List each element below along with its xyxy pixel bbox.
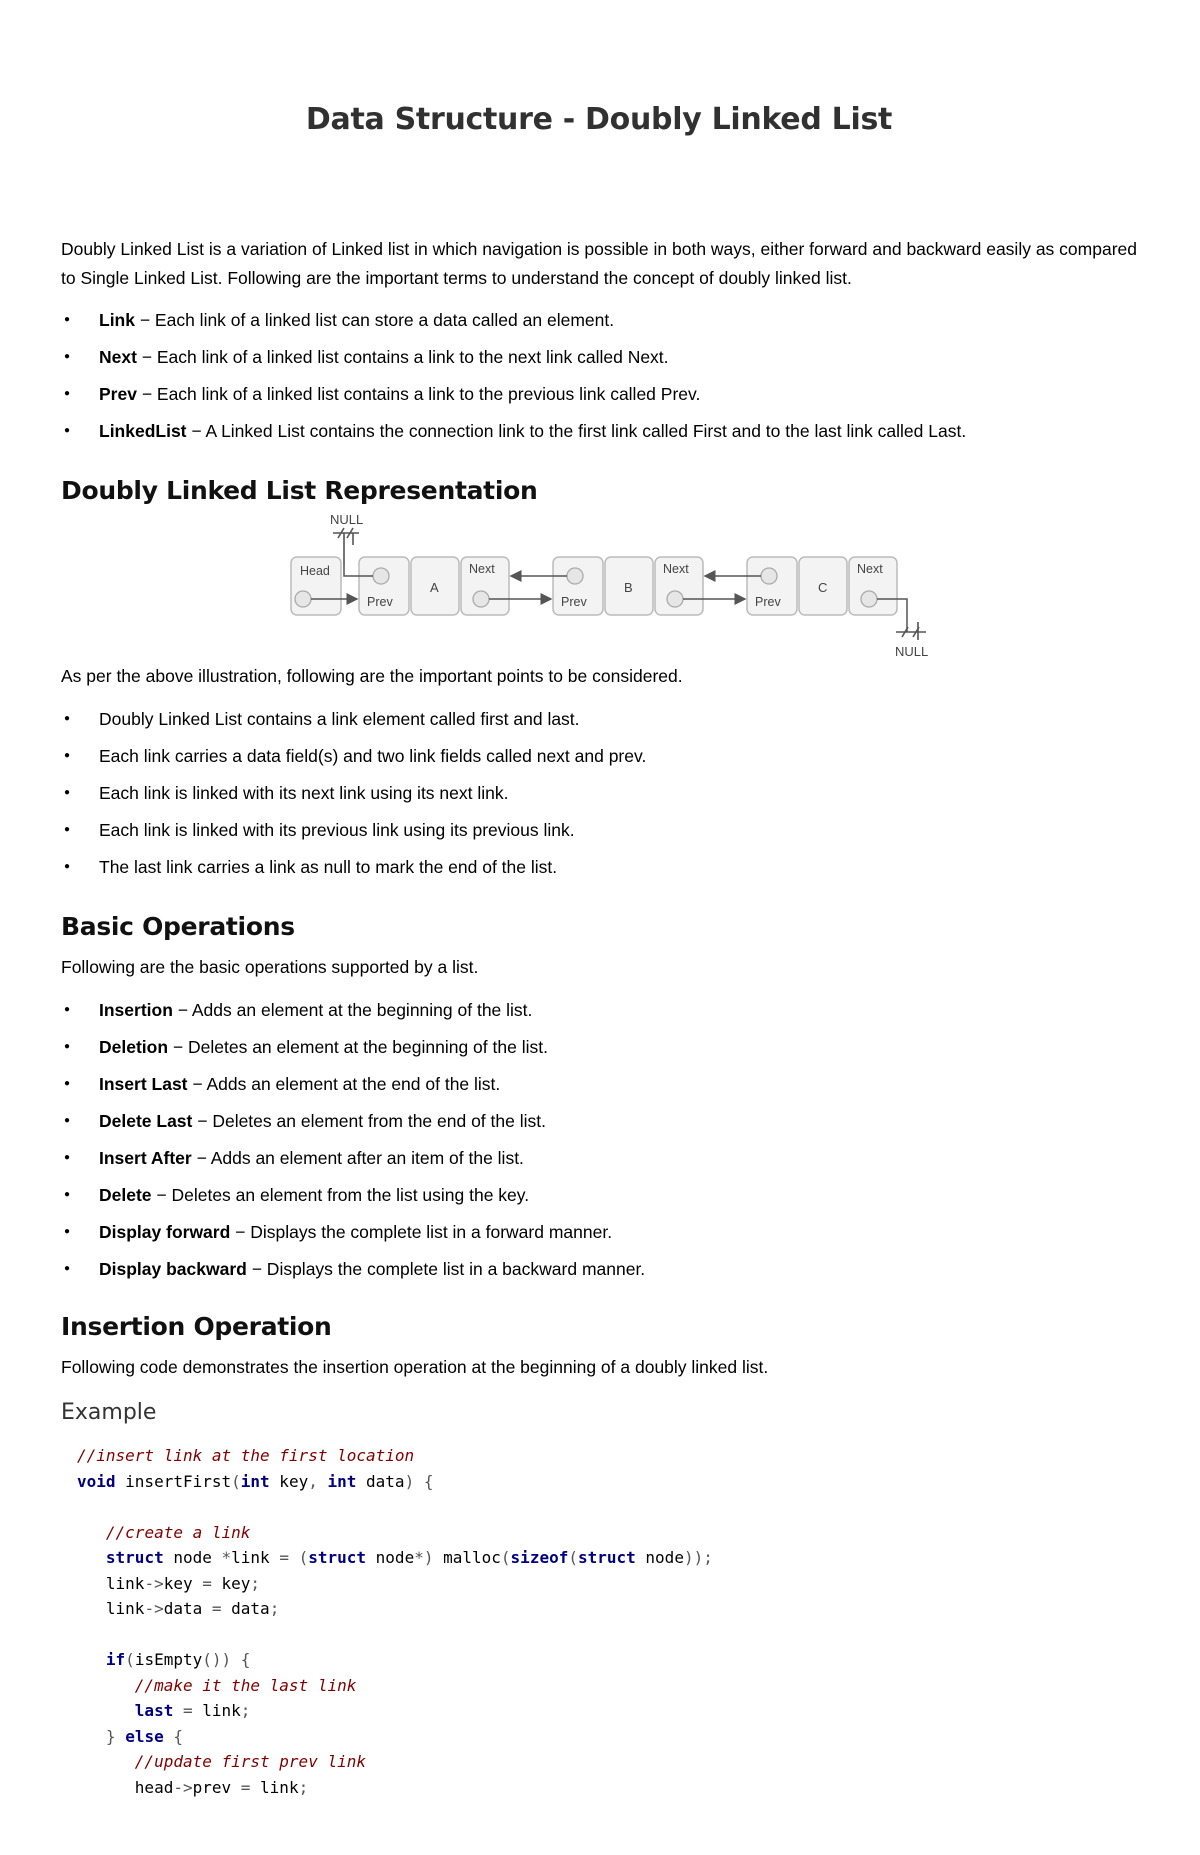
- code-token: {: [240, 1650, 251, 1669]
- list-item: ● Each link carries a data field(s) and two link fields called next and prev.: [61, 744, 1137, 781]
- term-label: Insert After: [99, 1148, 192, 1168]
- svg-text:Prev: Prev: [367, 595, 393, 609]
- code-token: prev: [192, 1777, 241, 1797]
- representation-lead: As per the above illustration, following are the important points to be considered.: [61, 666, 683, 686]
- term-label: Delete Last: [99, 1111, 193, 1131]
- list-item: [61, 1035, 1137, 1072]
- code-line: [77, 1520, 1137, 1546]
- code-token: (: [500, 1548, 511, 1567]
- code-token: [414, 1472, 424, 1491]
- node-b: [553, 557, 703, 615]
- code-token: =: [182, 1701, 193, 1720]
- term-label: Insertion: [99, 1000, 173, 1020]
- code-token: ;: [269, 1599, 280, 1618]
- code-token: link: [192, 1701, 241, 1720]
- intro-paragraph: Doubly Linked List is a variation of Linked list in which navigation is possible in both ways, either forward and backward easily as compared to Single Linked List. Following are the important terms to understand the concept of doubly linked list.: [61, 239, 1137, 288]
- code-line: [77, 1775, 1137, 1801]
- doubly-linked-list-diagram: [261, 510, 961, 660]
- code-token: [77, 1523, 106, 1542]
- node-a: [359, 557, 509, 615]
- list-item: [61, 308, 1137, 345]
- svg-text:B: B: [624, 580, 633, 595]
- code-token: link: [77, 1573, 145, 1593]
- code-line: [77, 1749, 1137, 1775]
- code-line: [77, 1571, 1137, 1597]
- code-token: =: [279, 1548, 289, 1567]
- term-label: Display backward: [99, 1259, 247, 1279]
- list-item: ● Doubly Linked List contains a link element called first and last.: [61, 707, 1137, 744]
- code-token: ): [404, 1471, 415, 1491]
- null-bottom-symbol: [896, 622, 926, 640]
- code-token: *: [221, 1548, 232, 1567]
- code-token: link: [250, 1777, 299, 1797]
- list-item: [61, 1220, 1137, 1257]
- code-token: (: [298, 1548, 309, 1567]
- code-token: (: [568, 1548, 578, 1567]
- example-label: Example: [61, 1400, 157, 1425]
- code-token: sizeof: [510, 1548, 569, 1567]
- code-line: [77, 1724, 1137, 1750]
- terms-list: [61, 308, 1137, 456]
- code-line: [77, 1647, 1137, 1673]
- term-desc: − Displays the complete list in a backward manner.: [246, 1259, 646, 1279]
- term-desc: − Deletes an element at the beginning of the list.: [168, 1037, 548, 1057]
- code-token: (: [125, 1650, 135, 1669]
- list-item: [61, 345, 1137, 382]
- null-bottom-label: NULL: [895, 644, 929, 659]
- code-token: node: [366, 1548, 415, 1567]
- code-token: if: [105, 1650, 126, 1669]
- code-token: //insert link at the first location: [77, 1446, 415, 1465]
- code-token: [77, 1548, 106, 1567]
- code-token: malloc: [433, 1548, 501, 1567]
- code-token: [289, 1548, 299, 1567]
- code-token: struct: [105, 1548, 164, 1567]
- code-token: ->: [173, 1777, 193, 1797]
- code-token: {: [423, 1471, 434, 1491]
- code-token: [77, 1727, 106, 1746]
- code-line: [77, 1698, 1137, 1724]
- term-label: LinkedList: [99, 421, 187, 441]
- node-c: [747, 557, 897, 615]
- list-item: ● Each link is linked with its next link using its next link.: [61, 781, 1137, 818]
- code-token: node: [163, 1548, 222, 1567]
- svg-text:C: C: [818, 580, 828, 595]
- list-item: [61, 1257, 1137, 1294]
- code-line: [77, 1443, 1137, 1469]
- code-line: [77, 1622, 1137, 1648]
- code-token: link: [77, 1599, 145, 1618]
- term-desc: − Adds an element after an item of the list.: [191, 1148, 524, 1168]
- code-token: =: [240, 1777, 251, 1797]
- code-token: ->: [144, 1573, 164, 1593]
- code-token: }: [105, 1726, 116, 1746]
- term-label: Link: [99, 310, 135, 330]
- list-item: [61, 382, 1137, 419]
- code-token: [77, 1701, 135, 1720]
- term-desc: − Adds an element at the end of the list.: [187, 1074, 501, 1094]
- term-desc: − Each link of a linked list can store a data called an element.: [134, 310, 615, 330]
- code-token: struct: [308, 1548, 367, 1567]
- term-label: Prev: [99, 384, 137, 404]
- code-token: ,: [308, 1471, 318, 1491]
- code-token: {: [173, 1726, 183, 1746]
- code-token: ->: [144, 1599, 164, 1618]
- code-token: key: [269, 1471, 309, 1491]
- code-line: [77, 1469, 1137, 1495]
- head-pointer-dot: [295, 591, 311, 607]
- code-token: [231, 1650, 241, 1669]
- list-item: [61, 1183, 1137, 1220]
- term-desc: − A Linked List contains the connection link to the first link called First and to the last link called Last.: [186, 421, 967, 441]
- term-desc: − Each link of a linked list contains a link to the previous link called Prev.: [136, 384, 701, 404]
- code-token: *): [414, 1548, 434, 1567]
- code-token: data: [221, 1599, 270, 1618]
- term-label: Next: [99, 347, 137, 367]
- code-token: //update first prev link: [134, 1752, 366, 1771]
- basic-operations-heading: Basic Operations: [61, 912, 295, 941]
- list-item: [61, 998, 1137, 1035]
- code-token: data: [356, 1471, 405, 1491]
- list-item: [61, 419, 1137, 456]
- term-desc: − Deletes an element from the end of the list.: [192, 1111, 546, 1131]
- code-token: ()): [202, 1650, 232, 1669]
- term-label: Deletion: [99, 1037, 169, 1057]
- code-token: [116, 1727, 126, 1746]
- code-line: [77, 1494, 1137, 1520]
- svg-text:A: A: [430, 580, 439, 595]
- list-item: [61, 1072, 1137, 1109]
- term-label: Delete: [99, 1185, 152, 1205]
- code-token: key: [211, 1573, 251, 1593]
- list-item: [61, 1109, 1137, 1146]
- basic-operations-lead: Following are the basic operations supported by a list.: [61, 957, 479, 977]
- term-label: Display forward: [99, 1222, 231, 1242]
- svg-text:Prev: Prev: [561, 595, 587, 609]
- code-token: data: [163, 1599, 212, 1618]
- code-token: last: [134, 1701, 174, 1720]
- term-desc: − Deletes an element from the list using the key.: [151, 1185, 530, 1205]
- code-token: else: [125, 1726, 164, 1746]
- code-token: [77, 1650, 106, 1669]
- svg-text:Next: Next: [663, 562, 689, 576]
- code-token: //make it the last link: [134, 1675, 357, 1695]
- code-token: key: [163, 1573, 203, 1593]
- code-token: ;: [298, 1777, 309, 1797]
- null-top-label: NULL: [330, 512, 364, 527]
- code-token: struct: [577, 1548, 636, 1567]
- code-token: isEmpty: [134, 1650, 203, 1669]
- svg-text:Prev: Prev: [755, 595, 781, 609]
- code-line: [77, 1673, 1137, 1699]
- representation-heading: Doubly Linked List Representation: [61, 476, 538, 505]
- code-token: ;: [250, 1573, 261, 1593]
- code-token: ;: [240, 1701, 251, 1720]
- list-item: ● Each link is linked with its previous link using its previous link.: [61, 818, 1137, 855]
- list-item: ● The last link carries a link as null to mark the end of the list.: [61, 855, 1137, 892]
- term-desc: − Each link of a linked list contains a link to the next link called Next.: [136, 347, 669, 367]
- term-desc: − Displays the complete list in a forward manner.: [230, 1222, 613, 1242]
- representation-points: [61, 707, 1137, 892]
- code-token: //create a link: [105, 1522, 251, 1542]
- basic-operations-list: [61, 998, 1137, 1294]
- insertion-heading: Insertion Operation: [61, 1312, 332, 1341]
- code-token: [77, 1752, 135, 1771]
- term-label: Insert Last: [99, 1074, 188, 1094]
- code-token: insertFirst: [115, 1471, 232, 1491]
- code-token: [77, 1676, 135, 1695]
- code-token: link: [231, 1548, 280, 1567]
- code-token: int: [327, 1471, 357, 1491]
- code-token: =: [202, 1573, 212, 1593]
- code-line: [77, 1545, 1137, 1571]
- term-desc: − Adds an element at the beginning of the list.: [172, 1000, 533, 1020]
- code-line: [77, 1596, 1137, 1622]
- code-token: (: [231, 1471, 241, 1491]
- list-item: [61, 1146, 1137, 1183]
- code-token: [173, 1701, 183, 1720]
- code-token: head: [77, 1777, 174, 1797]
- svg-text:Next: Next: [469, 562, 495, 576]
- code-token: ));: [683, 1548, 713, 1567]
- code-token: void: [77, 1471, 116, 1491]
- code-token: [164, 1727, 174, 1746]
- code-token: int: [240, 1471, 270, 1491]
- code-token: node: [635, 1548, 684, 1567]
- page-title: Data Structure - Doubly Linked List: [305, 102, 893, 137]
- svg-text:Next: Next: [857, 562, 883, 576]
- code-block: [77, 1443, 1137, 1800]
- code-token: =: [211, 1599, 222, 1618]
- insertion-lead: Following code demonstrates the insertion operation at the beginning of a doubly linked list.: [61, 1357, 769, 1377]
- head-label: Head: [300, 564, 330, 578]
